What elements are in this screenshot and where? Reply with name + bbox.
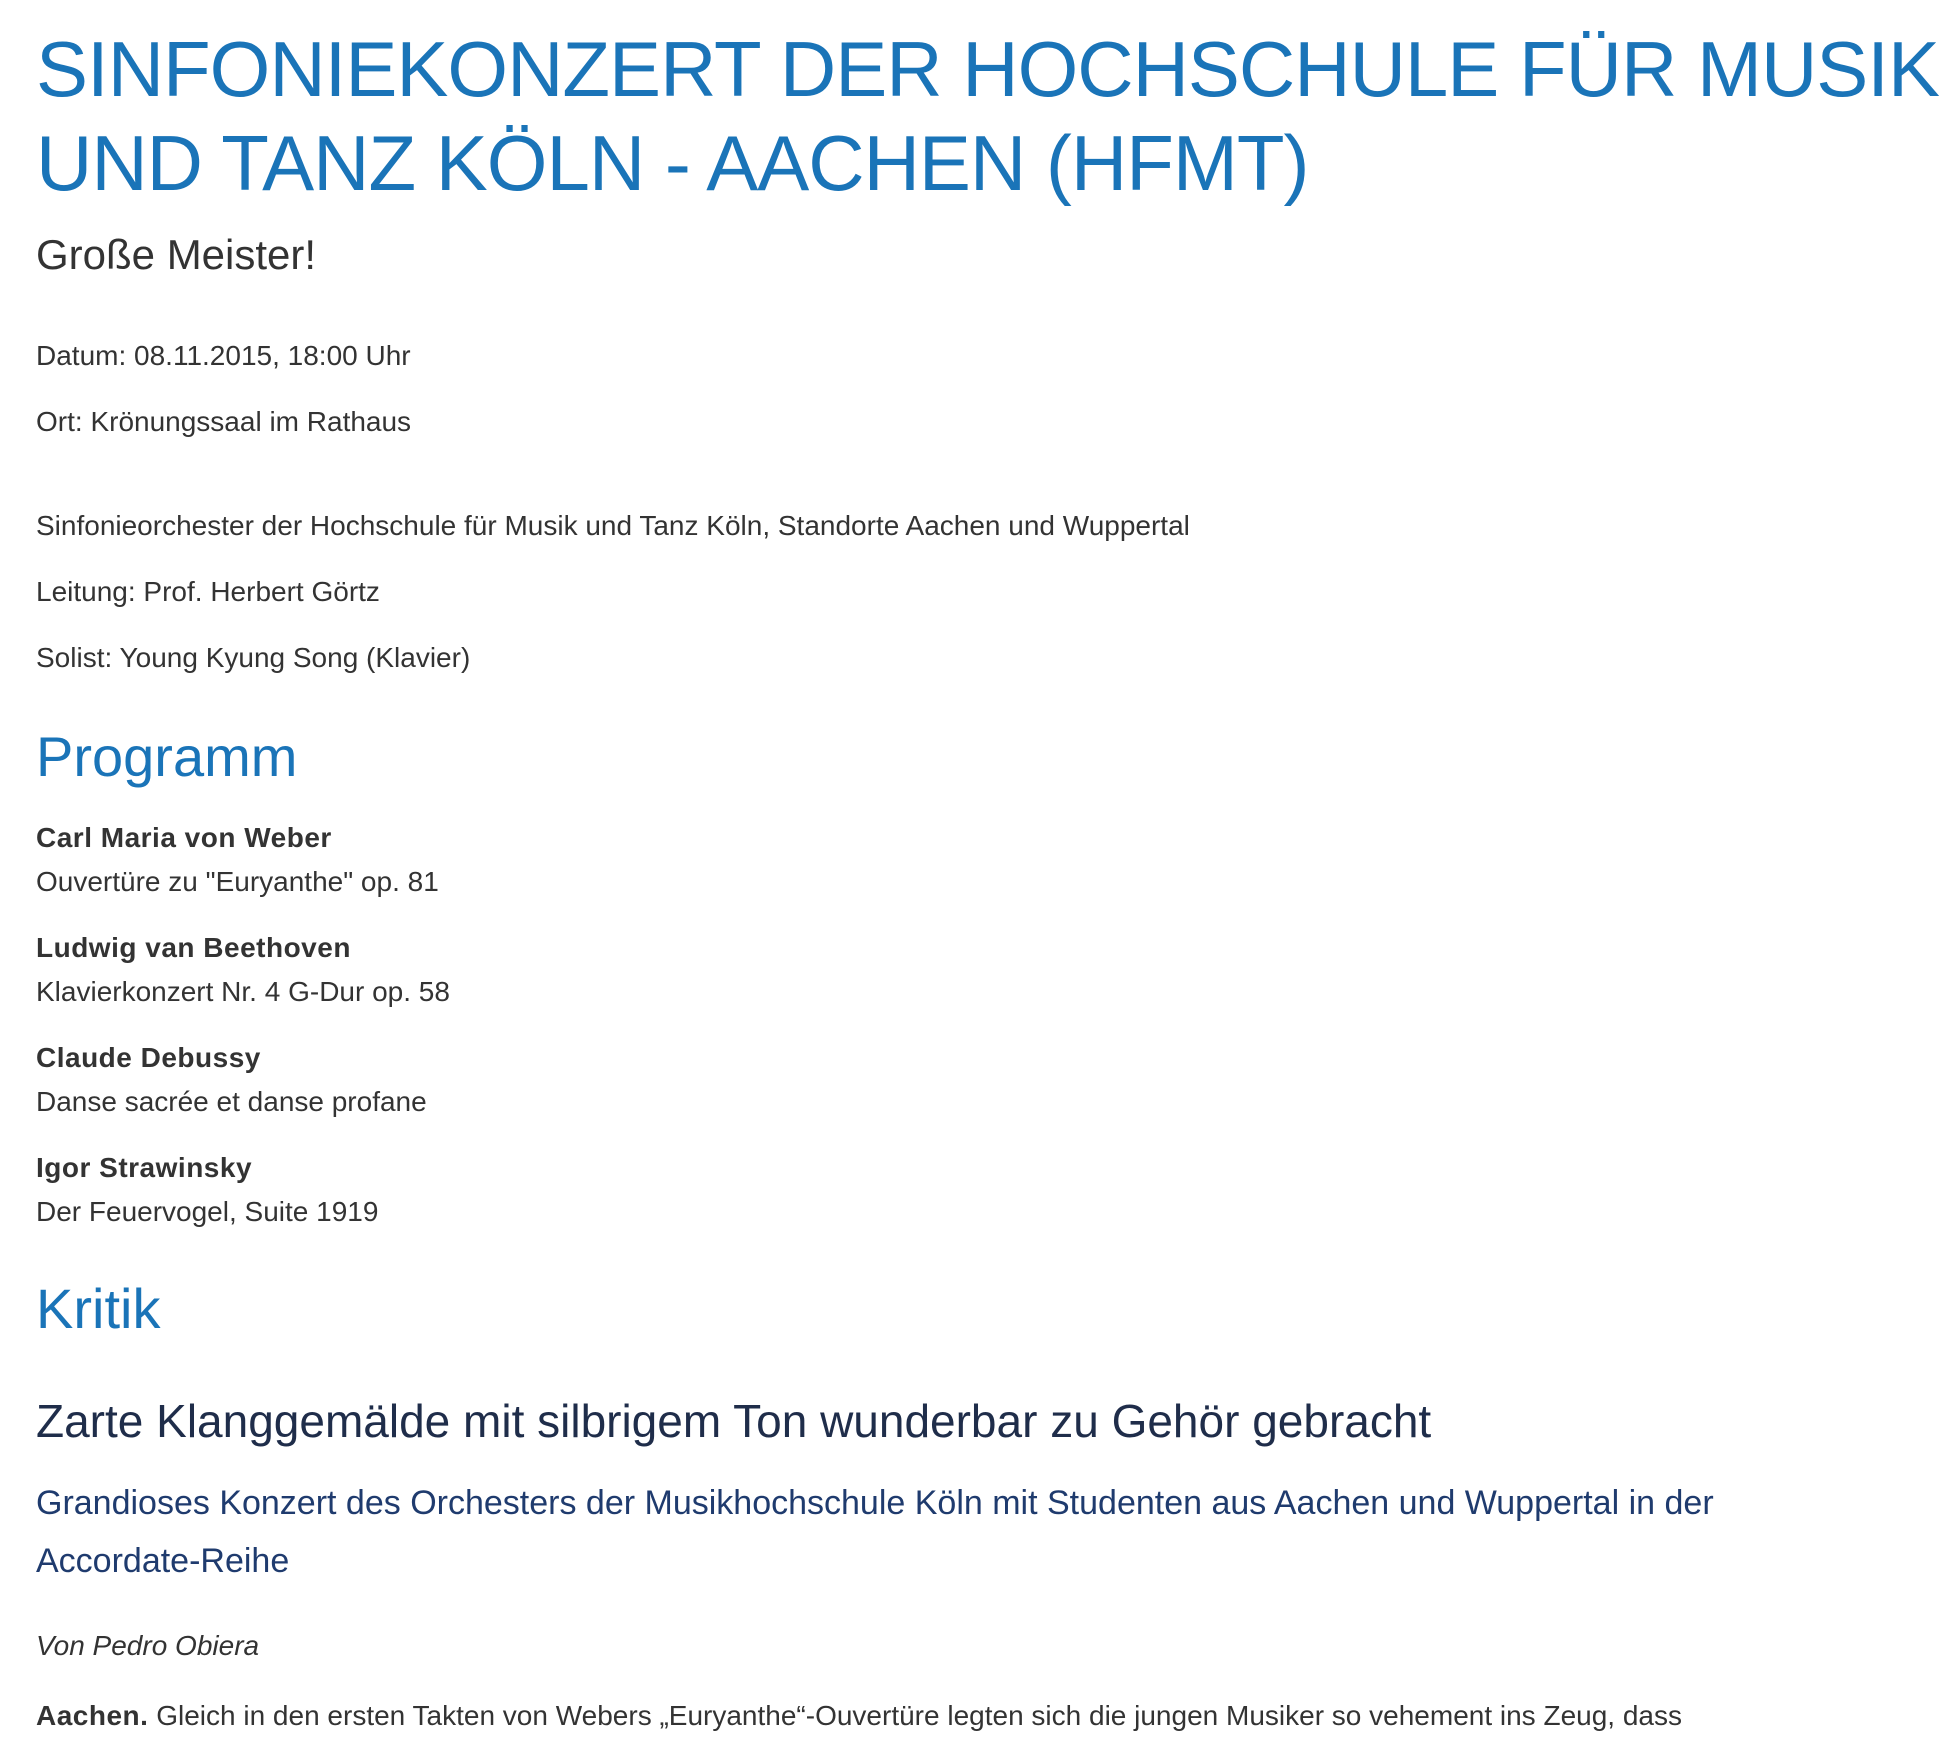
event-date: Datum: 08.11.2015, 18:00 Uhr <box>36 340 411 371</box>
page-title <box>36 22 1939 210</box>
review-body-text: Gleich in den ersten Takten von Webers „Euryanthe“-Ouvertüre legten sich die jungen Musiker so vehement ins Zeug, dass <box>156 1700 1682 1731</box>
review-heading: Kritik <box>36 1277 161 1340</box>
page-title-line-2: UND TANZ KÖLN - AACHEN (HFMT) <box>36 119 1309 207</box>
event-location: Ort: Krönungssaal im Rathaus <box>36 406 412 437</box>
review-subheadline: Grandioses Konzert des Orchesters der Musikhochschule Köln mit Studenten aus Aachen und Wuppertal in der Accordate-Reihe <box>36 1484 1714 1580</box>
program-item-composer: Ludwig van Beethoven <box>36 932 351 963</box>
orchestra-info: Sinfonieorchester der Hochschule für Musik und Tanz Köln, Standorte Aachen und Wuppertal <box>36 510 1190 541</box>
soloist-info: Solist: Young Kyung Song (Klavier) <box>36 642 471 673</box>
page-title-line-1: SINFONIEKONZERT DER HOCHSCHULE FÜR MUSIK <box>36 25 1939 113</box>
program-item-composer: Claude Debussy <box>36 1042 261 1073</box>
program-item-work: Der Feuervogel, Suite 1919 <box>36 1196 379 1227</box>
review-byline: Von Pedro Obiera <box>36 1630 260 1661</box>
program-item-work: Klavierkonzert Nr. 4 G-Dur op. 58 <box>36 976 450 1007</box>
program-heading: Programm <box>36 725 298 788</box>
conductor-info: Leitung: Prof. Herbert Görtz <box>36 576 380 607</box>
review-body <box>36 1692 1756 1740</box>
program-item-composer: Carl Maria von Weber <box>36 822 332 853</box>
review-headline: Zarte Klanggemälde mit silbrigem Ton wunderbar zu Gehör gebracht <box>36 1395 1432 1447</box>
program-item-work: Ouvertüre zu "Euryanthe" op. 81 <box>36 866 439 897</box>
program-item-composer: Igor Strawinsky <box>36 1152 253 1183</box>
page-subtitle: Große Meister! <box>36 231 317 278</box>
review-dateline: Aachen. <box>36 1700 149 1731</box>
program-item-work: Danse sacrée et danse profane <box>36 1086 427 1117</box>
